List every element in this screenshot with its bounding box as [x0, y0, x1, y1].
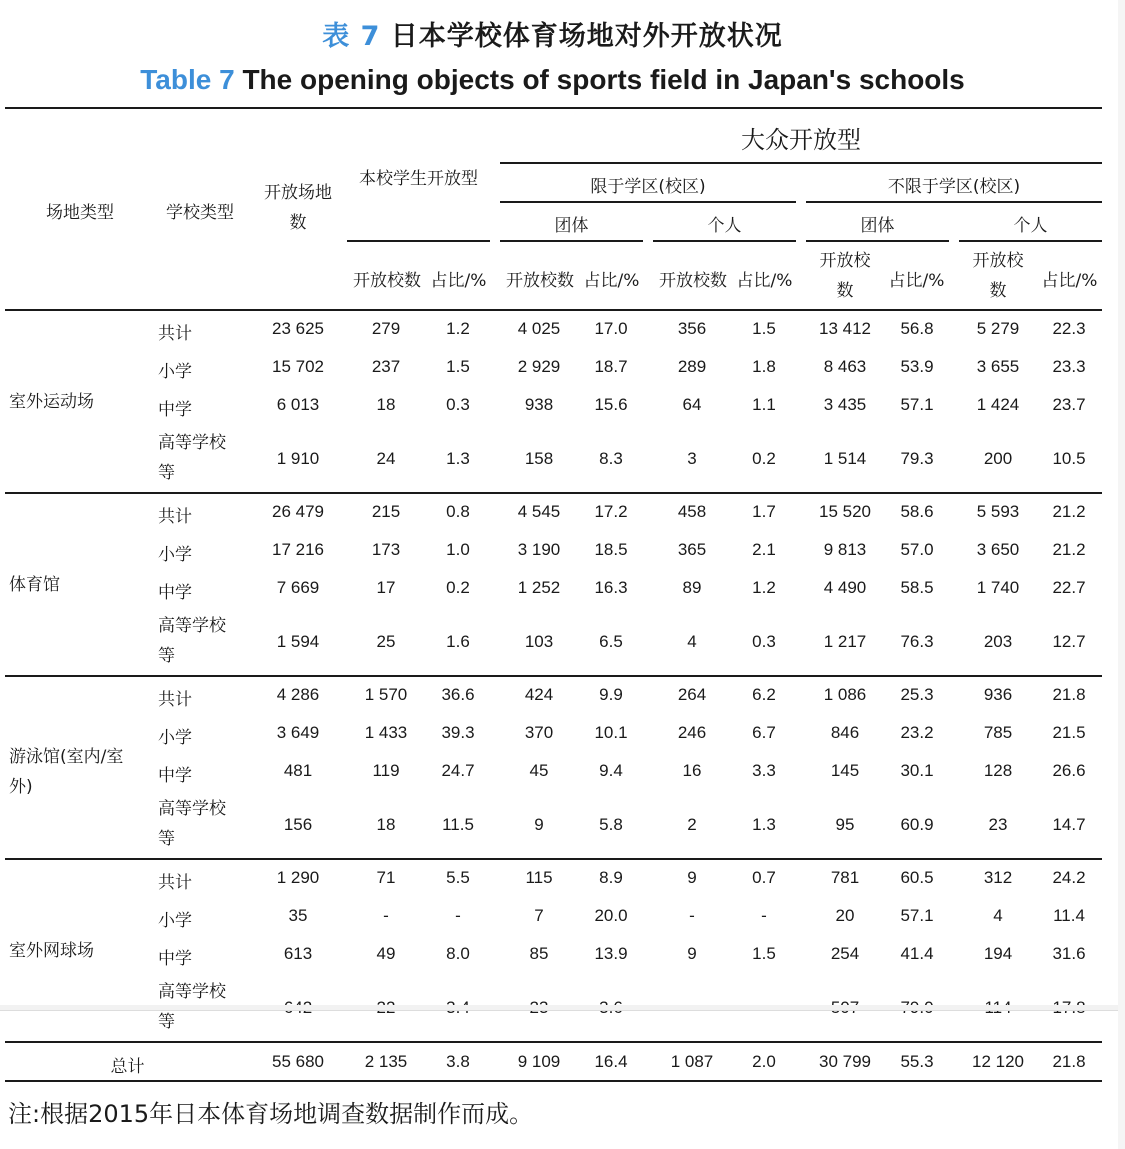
table-cell: 365	[677, 540, 707, 559]
school-type-label: 高等学校等	[158, 799, 226, 849]
group-rule-1	[5, 492, 1102, 494]
table-number-cn: 表 7	[322, 21, 381, 52]
header-limited-group: 团体	[554, 216, 589, 236]
table-cell: 26.6	[1052, 761, 1086, 780]
table-cell: 16	[682, 761, 702, 780]
table-cell: 1 424	[976, 395, 1020, 414]
table-cell: 13 412	[819, 319, 871, 338]
bottom-rule	[5, 1080, 1102, 1082]
table-cell: 9	[687, 944, 697, 963]
sub-header-open-schools: 开放校数	[659, 271, 727, 291]
total-cell: 9 109	[517, 1052, 561, 1071]
table-cell: 246	[677, 723, 707, 742]
table-cell: 1 433	[364, 723, 408, 742]
table-cell: 5 593	[976, 502, 1020, 521]
school-type-label: 中学	[158, 400, 192, 420]
table-title-en-text: The opening objects of sports field in Japan's schools	[242, 64, 965, 95]
total-cell: 55 680	[272, 1052, 324, 1071]
table-cell: 0.2	[446, 578, 470, 597]
table-cell: 1 570	[364, 685, 408, 704]
table-cell: 7	[534, 906, 544, 925]
table-cell: 60.5	[900, 868, 934, 887]
table-cell: 264	[677, 685, 707, 704]
table-cell: 1 514	[823, 449, 867, 468]
table-cell: 194	[983, 944, 1013, 963]
table-cell: 145	[830, 761, 860, 780]
header-rule-own	[347, 240, 490, 242]
school-type-label: 高等学校等	[158, 433, 226, 483]
table-cell: 1.3	[446, 449, 470, 468]
header-unlimited-individual: 个人	[1013, 216, 1048, 236]
table-cell: 11.5	[442, 815, 474, 834]
table-cell: 1.6	[446, 632, 470, 651]
header-school-type: 学校类型	[166, 203, 234, 223]
table-cell: 9 813	[823, 540, 867, 559]
field-type-label: 室外运动场	[9, 392, 94, 412]
header-rule-unlimited	[806, 201, 1102, 203]
table-title-cn-text: 日本学校体育场地对外开放状况	[390, 21, 783, 52]
header-field-type: 场地类型	[46, 203, 114, 223]
header-bottom-rule	[5, 309, 1102, 311]
sub-header-ratio: 占比/%	[888, 271, 945, 291]
sub-header-ratio: 占比/%	[736, 271, 793, 291]
table-cell: 785	[983, 723, 1013, 742]
header-rule-limited	[500, 201, 796, 203]
table-cell: 76.3	[900, 632, 934, 651]
table-cell: 203	[983, 632, 1013, 651]
sub-header-ratio: 占比/%	[430, 271, 487, 291]
group-rule-3	[5, 858, 1102, 860]
total-cell: 30 799	[819, 1052, 871, 1071]
total-cell: 1 087	[670, 1052, 714, 1071]
table-cell: 9.9	[599, 685, 623, 704]
table-cell: 17	[376, 578, 396, 597]
screenshot-stitch-line	[0, 1010, 1125, 1011]
school-type-label: 小学	[158, 911, 192, 931]
table-cell: 481	[283, 761, 313, 780]
header-unlimited-group: 团体	[860, 216, 895, 236]
table-cell: 9	[534, 815, 544, 834]
table-cell: 56.8	[900, 319, 934, 338]
table-cell: 6.7	[752, 723, 776, 742]
top-rule	[5, 107, 1102, 109]
table-cell: 938	[524, 395, 554, 414]
table-cell: 237	[371, 357, 401, 376]
table-cell: 57.1	[900, 395, 934, 414]
table-cell: 36.6	[441, 685, 475, 704]
table-cell: 3 650	[976, 540, 1020, 559]
total-top-rule	[5, 1041, 1102, 1043]
table-cell: 30.1	[900, 761, 934, 780]
table-cell: 103	[524, 632, 554, 651]
table-cell: 1.0	[446, 540, 470, 559]
sub-header-open-schools: 开放校数	[972, 251, 1024, 301]
table-cell: 1 252	[517, 578, 561, 597]
table-cell: 3 435	[823, 395, 867, 414]
table-cell: 7 669	[276, 578, 320, 597]
table-cell: 370	[524, 723, 554, 742]
total-cell: 3.8	[446, 1052, 470, 1071]
school-type-label: 高等学校等	[158, 616, 226, 666]
school-type-label: 中学	[158, 766, 192, 786]
table-cell: 5 279	[976, 319, 1020, 338]
school-type-label: 共计	[158, 507, 192, 527]
table-cell: 35	[288, 906, 308, 925]
table-cell: 71	[376, 868, 396, 887]
school-type-label: 小学	[158, 728, 192, 748]
table-cell: 1 740	[976, 578, 1020, 597]
table-cell: 4 545	[517, 502, 561, 521]
table-cell: 1 086	[823, 685, 867, 704]
table-cell: 49	[376, 944, 396, 963]
header-unlimited: 不限于学区(校区)	[887, 177, 1021, 197]
sub-header-ratio: 占比/%	[1041, 271, 1098, 291]
sub-header-open-schools: 开放校数	[506, 271, 574, 291]
table-number-en: Table 7	[140, 64, 235, 95]
sub-header-open-schools: 开放校数	[819, 251, 871, 301]
table-title-en	[0, 64, 1105, 96]
table-cell: 1.7	[752, 502, 776, 521]
school-type-label: 共计	[158, 690, 192, 710]
table-cell: 15 702	[272, 357, 324, 376]
table-cell: 1.5	[446, 357, 470, 376]
table-cell: 1 910	[276, 449, 320, 468]
table-cell: 279	[371, 319, 401, 338]
table-cell: 22.7	[1052, 578, 1086, 597]
table-cell: 424	[524, 685, 554, 704]
table-cell: 17 216	[272, 540, 324, 559]
total-cell: 16.4	[594, 1052, 628, 1071]
school-type-label: 中学	[158, 583, 192, 603]
table-cell: 6.5	[599, 632, 623, 651]
table-cell: -	[689, 906, 695, 925]
header-open-count: 开放场地数	[264, 183, 332, 233]
table-cell: 24.7	[441, 761, 475, 780]
table-cell: 4 286	[276, 685, 320, 704]
total-cell: 12 120	[972, 1052, 1024, 1071]
table-cell: 9.4	[599, 761, 623, 780]
table-cell: 26 479	[272, 502, 324, 521]
table-cell: 0.3	[752, 632, 776, 651]
page-right-edge	[1118, 0, 1125, 1149]
table-cell: 21.5	[1052, 723, 1086, 742]
table-cell: 0.8	[446, 502, 470, 521]
school-type-label: 高等学校等	[158, 982, 226, 1032]
school-type-label: 小学	[158, 545, 192, 565]
table-cell: 9	[687, 868, 697, 887]
table-cell: 8.9	[599, 868, 623, 887]
table-cell: 3 655	[976, 357, 1020, 376]
table-cell: 156	[283, 815, 313, 834]
total-cell: 2 135	[364, 1052, 408, 1071]
table-cell: 45	[529, 761, 549, 780]
table-cell: 21.2	[1052, 502, 1086, 521]
table-cell: 79.3	[900, 449, 934, 468]
table-cell: 22.3	[1052, 319, 1086, 338]
table-cell: 6.2	[752, 685, 776, 704]
table-cell: 200	[983, 449, 1013, 468]
field-type-label: 游泳馆(室内/室外)	[9, 747, 124, 797]
table-cell: 1.5	[752, 944, 776, 963]
table-cell: 17.0	[594, 319, 628, 338]
table-cell: 18	[376, 395, 396, 414]
table-cell: 25.3	[900, 685, 934, 704]
table-cell: 2 929	[517, 357, 561, 376]
header-rule-sub4	[959, 240, 1102, 242]
school-type-label: 小学	[158, 362, 192, 382]
table-cell: 173	[371, 540, 401, 559]
header-limited-individual: 个人	[707, 216, 742, 236]
table-cell: 25	[376, 632, 396, 651]
table-cell: 64	[682, 395, 702, 414]
table-cell: 57.0	[900, 540, 934, 559]
table-cell: 254	[830, 944, 860, 963]
table-cell: 2	[687, 815, 697, 834]
header-limited: 限于学区(校区)	[590, 177, 706, 197]
total-cell: 55.3	[900, 1052, 934, 1071]
header-public-open: 大众开放型	[741, 126, 861, 154]
table-cell: 24	[376, 449, 396, 468]
table-cell: 18	[376, 815, 396, 834]
table-cell: 89	[682, 578, 702, 597]
table-cell: 20.0	[594, 906, 628, 925]
sub-header-ratio: 占比/%	[583, 271, 640, 291]
table-cell: 21.8	[1052, 685, 1086, 704]
table-cell: 58.6	[900, 502, 934, 521]
header-rule-sub3	[806, 240, 949, 242]
header-rule-sub2	[653, 240, 796, 242]
table-cell: 3 190	[517, 540, 561, 559]
table-cell: 1.2	[446, 319, 470, 338]
table-cell: 115	[525, 868, 553, 887]
table-cell: 119	[372, 761, 400, 780]
table-cell: 781	[830, 868, 860, 887]
table-cell: 5.8	[599, 815, 623, 834]
table-cell: 846	[830, 723, 860, 742]
group-rule-2	[5, 675, 1102, 677]
table-cell: 58.5	[900, 578, 934, 597]
table-cell: 0.3	[446, 395, 470, 414]
table-cell: -	[761, 906, 767, 925]
table-cell: 3 649	[276, 723, 320, 742]
table-cell: 21.2	[1052, 540, 1086, 559]
table-cell: 289	[677, 357, 707, 376]
table-cell: 60.9	[900, 815, 934, 834]
table-cell: 4 490	[823, 578, 867, 597]
table-cell: 23	[988, 815, 1008, 834]
school-type-label: 共计	[158, 873, 192, 893]
table-cell: 18.7	[594, 357, 628, 376]
table-cell: 458	[677, 502, 707, 521]
table-cell: 20	[835, 906, 855, 925]
table-cell: 85	[529, 944, 549, 963]
total-label: 总计	[110, 1057, 145, 1077]
table-cell: 1 217	[823, 632, 867, 651]
table-cell: 4 025	[517, 319, 561, 338]
table-cell: 5.5	[446, 868, 470, 887]
table-cell: 356	[677, 319, 707, 338]
table-cell: 1.5	[752, 319, 776, 338]
total-cell: 2.0	[752, 1052, 776, 1071]
sub-header-open-schools: 开放校数	[353, 271, 421, 291]
table-cell: 12.7	[1052, 632, 1086, 651]
table-cell: 11.4	[1053, 906, 1085, 925]
table-cell: 23 625	[272, 319, 324, 338]
table-cell: 16.3	[594, 578, 628, 597]
table-cell: 23.7	[1052, 395, 1086, 414]
table-cell: 3.3	[752, 761, 776, 780]
school-type-label: 共计	[158, 324, 192, 344]
table-cell: 0.7	[752, 868, 776, 887]
header-own-students: 本校学生开放型	[359, 169, 478, 189]
table-cell: 23.3	[1052, 357, 1086, 376]
table-cell: -	[383, 906, 389, 925]
table-cell: 128	[983, 761, 1013, 780]
table-cell: 1 594	[276, 632, 320, 651]
table-cell: 10.5	[1052, 449, 1086, 468]
table-cell: 3	[687, 449, 697, 468]
table-cell: 0.2	[752, 449, 776, 468]
table-cell: 57.1	[900, 906, 934, 925]
table-cell: 158	[524, 449, 554, 468]
table-cell: 53.9	[900, 357, 934, 376]
table-cell: 4	[687, 632, 697, 651]
table-cell: 936	[983, 685, 1013, 704]
table-cell: 1.8	[752, 357, 776, 376]
table-cell: -	[455, 906, 461, 925]
table-cell: 41.4	[900, 944, 934, 963]
table-cell: 17.2	[594, 502, 628, 521]
table-note: 注:根据2015年日本体育场地调查数据制作而成。	[8, 1100, 534, 1128]
table-cell: 15.6	[594, 395, 628, 414]
table-cell: 13.9	[594, 944, 628, 963]
table-cell: 23.2	[900, 723, 934, 742]
table-cell: 1.2	[752, 578, 776, 597]
table-cell: 312	[983, 868, 1013, 887]
table-cell: 6 013	[276, 395, 320, 414]
table-cell: 24.2	[1052, 868, 1086, 887]
table-cell: 4	[993, 906, 1003, 925]
table-cell: 8 463	[823, 357, 867, 376]
field-type-label: 体育馆	[9, 575, 60, 595]
table-cell: 1.3	[752, 815, 776, 834]
table-title-cn	[0, 14, 1105, 53]
school-type-label: 中学	[158, 949, 192, 969]
field-type-label: 室外网球场	[9, 941, 94, 961]
table-cell: 613	[283, 944, 313, 963]
table-cell: 8.3	[599, 449, 623, 468]
total-cell: 21.8	[1052, 1052, 1086, 1071]
table-cell: 1 290	[276, 868, 320, 887]
table-cell: 18.5	[594, 540, 628, 559]
table-cell: 95	[835, 815, 855, 834]
table-cell: 215	[371, 502, 401, 521]
table-cell: 8.0	[446, 944, 470, 963]
table-cell: 1.1	[752, 395, 776, 414]
header-rule-public	[500, 162, 1102, 164]
header-rule-sub1	[500, 240, 643, 242]
table-cell: 10.1	[594, 723, 628, 742]
table-cell: 14.7	[1052, 815, 1086, 834]
table-cell: 2.1	[752, 540, 776, 559]
table-cell: 15 520	[819, 502, 871, 521]
table-cell: 31.6	[1052, 944, 1086, 963]
table-cell: 39.3	[441, 723, 475, 742]
